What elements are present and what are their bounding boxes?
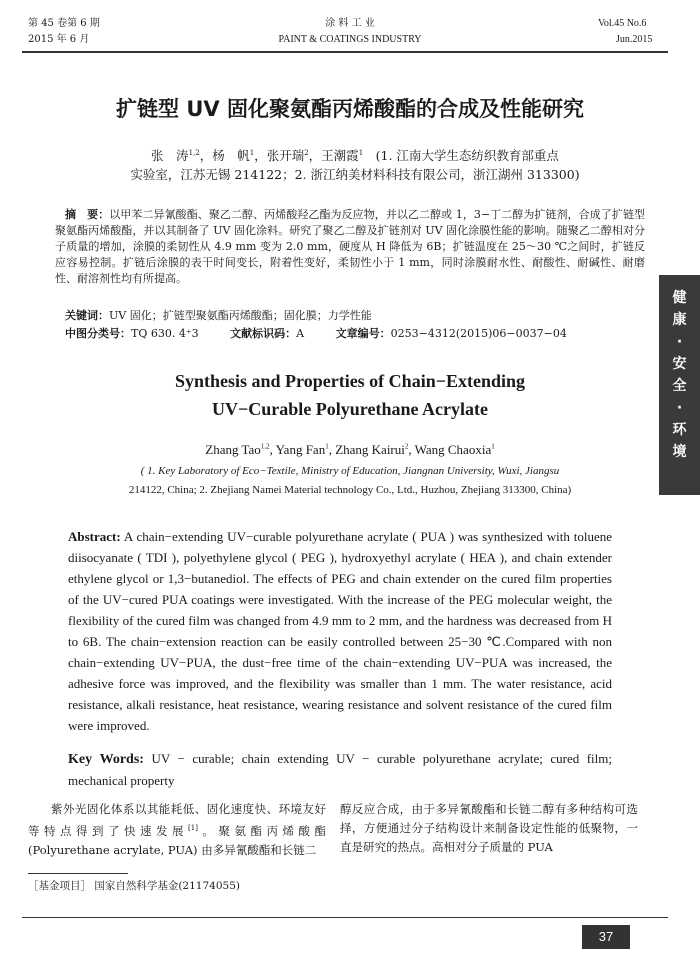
journal-volume: Vol.45 No.6 xyxy=(598,18,647,29)
journal-name-en: PAINT & COATINGS INDUSTRY xyxy=(278,34,422,45)
body-column-left: 紫外光固化体系以其能耗低、固化速度快、环境友好等特点得到了快速发展[1]。聚氨酯丙烯酸酯 (Polyurethane acrylate, PUA) 由多异氰酸酯和长链二 xyxy=(28,802,327,857)
footnote-rule xyxy=(28,873,128,874)
cn-classification: 中图分类号：TQ 630. 4⁺3 文献标识码：A 文章编号：0253−4312(2015)06−0037−04 xyxy=(65,327,567,340)
cn-keywords: 关键词：UV 固化；扩链型聚氨酯丙烯酸酯；固化膜；力学性能 xyxy=(65,309,372,322)
en-affiliation-line1: ( 1. Key Laboratory of Eco−Textile, Ministry of Education, Jiangnan University, Wuxi, Jiangsu xyxy=(140,465,560,477)
en-abstract-text: A chain−extending UV−curable polyurethane acrylate ( PUA ) was synthesized with toluene diisocyanate ( TDI ), polyethylene glycol ( PEG ), hydroxyethyl acrylate ( HEA ), and chain extender ethylene glycol or 1,3−butanediol. The effects of PEG and chain extender on the cured film properties of the UV−cured PUA coatings were investigated. With the increase of the PEG molecular weight, the flexibility of the cured film was changed from 4.9 mm to 2 mm, and the hardness was decreased from H to 6B. The chain−extension reaction can be easily controlled between 25−30 ℃.Compared with non chain−extending UV−PUA, the dust−free time of the chain−extending UV−PUA was increased, the adhesive force was improved, and the flexibility was smaller than 1 mm. The water resistance, acid resistance, alkali resistance, heat resistance, wearing resistance and solvent resistance of the cured film were improved. xyxy=(68,529,612,733)
footer-rule xyxy=(22,917,668,918)
en-abstract-label: Abstract: xyxy=(68,529,121,544)
section-sidebar: 健 康 · 安 全 · 环 境 xyxy=(659,275,700,495)
page-number: 37 xyxy=(582,925,630,949)
en-keywords: Key Words: UV − curable; chain extending UV − curable polyurethane acrylate; cured film; mechanical property xyxy=(68,751,612,788)
cn-abstract-label: 摘 要： xyxy=(65,208,110,221)
en-abstract xyxy=(68,526,612,736)
journal-issue: 第 45 卷第 6 期 xyxy=(28,18,100,29)
en-authors: Zhang Tao$^{1,2}$, Yang Fan$^1$, Zhang Kairui$^2$, Wang Chaoxia$^1$ xyxy=(205,442,495,457)
cn-abstract-text: 以甲苯二异氰酸酯、聚乙二醇、丙烯酸羟乙酯为反应物，并以乙二醇或 1，3−丁二醇为扩链剂，合成了扩链型聚氨酯丙烯酸酯，并以其制备了 UV 固化涂料。研究了聚乙二醇及扩链剂对 UV 固化涂膜性能的影响。随聚乙二醇相对分子质量的增加，涂膜的柔韧性从 4.9 mm 变为 2.0 mm，硬度从 H 降低为 6B；扩链温度在 25～30 ℃之间时，扩链反应容易控制。扩链后涂膜的表干时间变长，附着性变好，柔韧性小于 1 mm，同时涂膜耐水性、耐酸性、耐碱性、耐磨性、耐溶剂性均有所提高。 xyxy=(55,208,646,285)
body-column-right: 醇反应合成，由于多异氰酸酯和长链二醇有多种结构可选择，方便通过分子结构设计来制备设定性能的低聚物，一直是研究的热点。高相对分子质量的 PUA xyxy=(340,802,638,854)
journal-name-cn: 涂 料 工 业 xyxy=(325,18,375,29)
footnote-funding: ［基金项目］ 国家自然科学基金(21174055) xyxy=(28,880,240,892)
cn-authors: 张 涛$^{1,2}$，杨 帆$^1$，张开瑞$^2$，王潮霞$^1$ (1. 江南大学生态纺织教育部重点 xyxy=(151,148,559,164)
header-rule xyxy=(22,51,668,53)
journal-month: Jun.2015 xyxy=(616,34,653,45)
journal-date: 2015 年 6 月 xyxy=(28,34,90,45)
cn-title: 扩链型 UV 固化聚氨酯丙烯酸酯的合成及性能研究 xyxy=(116,97,584,121)
en-title-line2: UV−Curable Polyurethane Acrylate xyxy=(212,399,488,419)
en-affiliation-line2: 214122, China; 2. Zhejiang Namei Material technology Co., Ltd., Huzhou, Zhejiang 313300, China) xyxy=(128,484,572,496)
cn-affiliation: 实验室，江苏无锡 214122；2. 浙江纳美材料科技有限公司，浙江湖州 313300) xyxy=(130,167,580,182)
en-title-line1: Synthesis and Properties of Chain−Extending xyxy=(175,371,525,391)
cn-abstract xyxy=(55,207,645,287)
